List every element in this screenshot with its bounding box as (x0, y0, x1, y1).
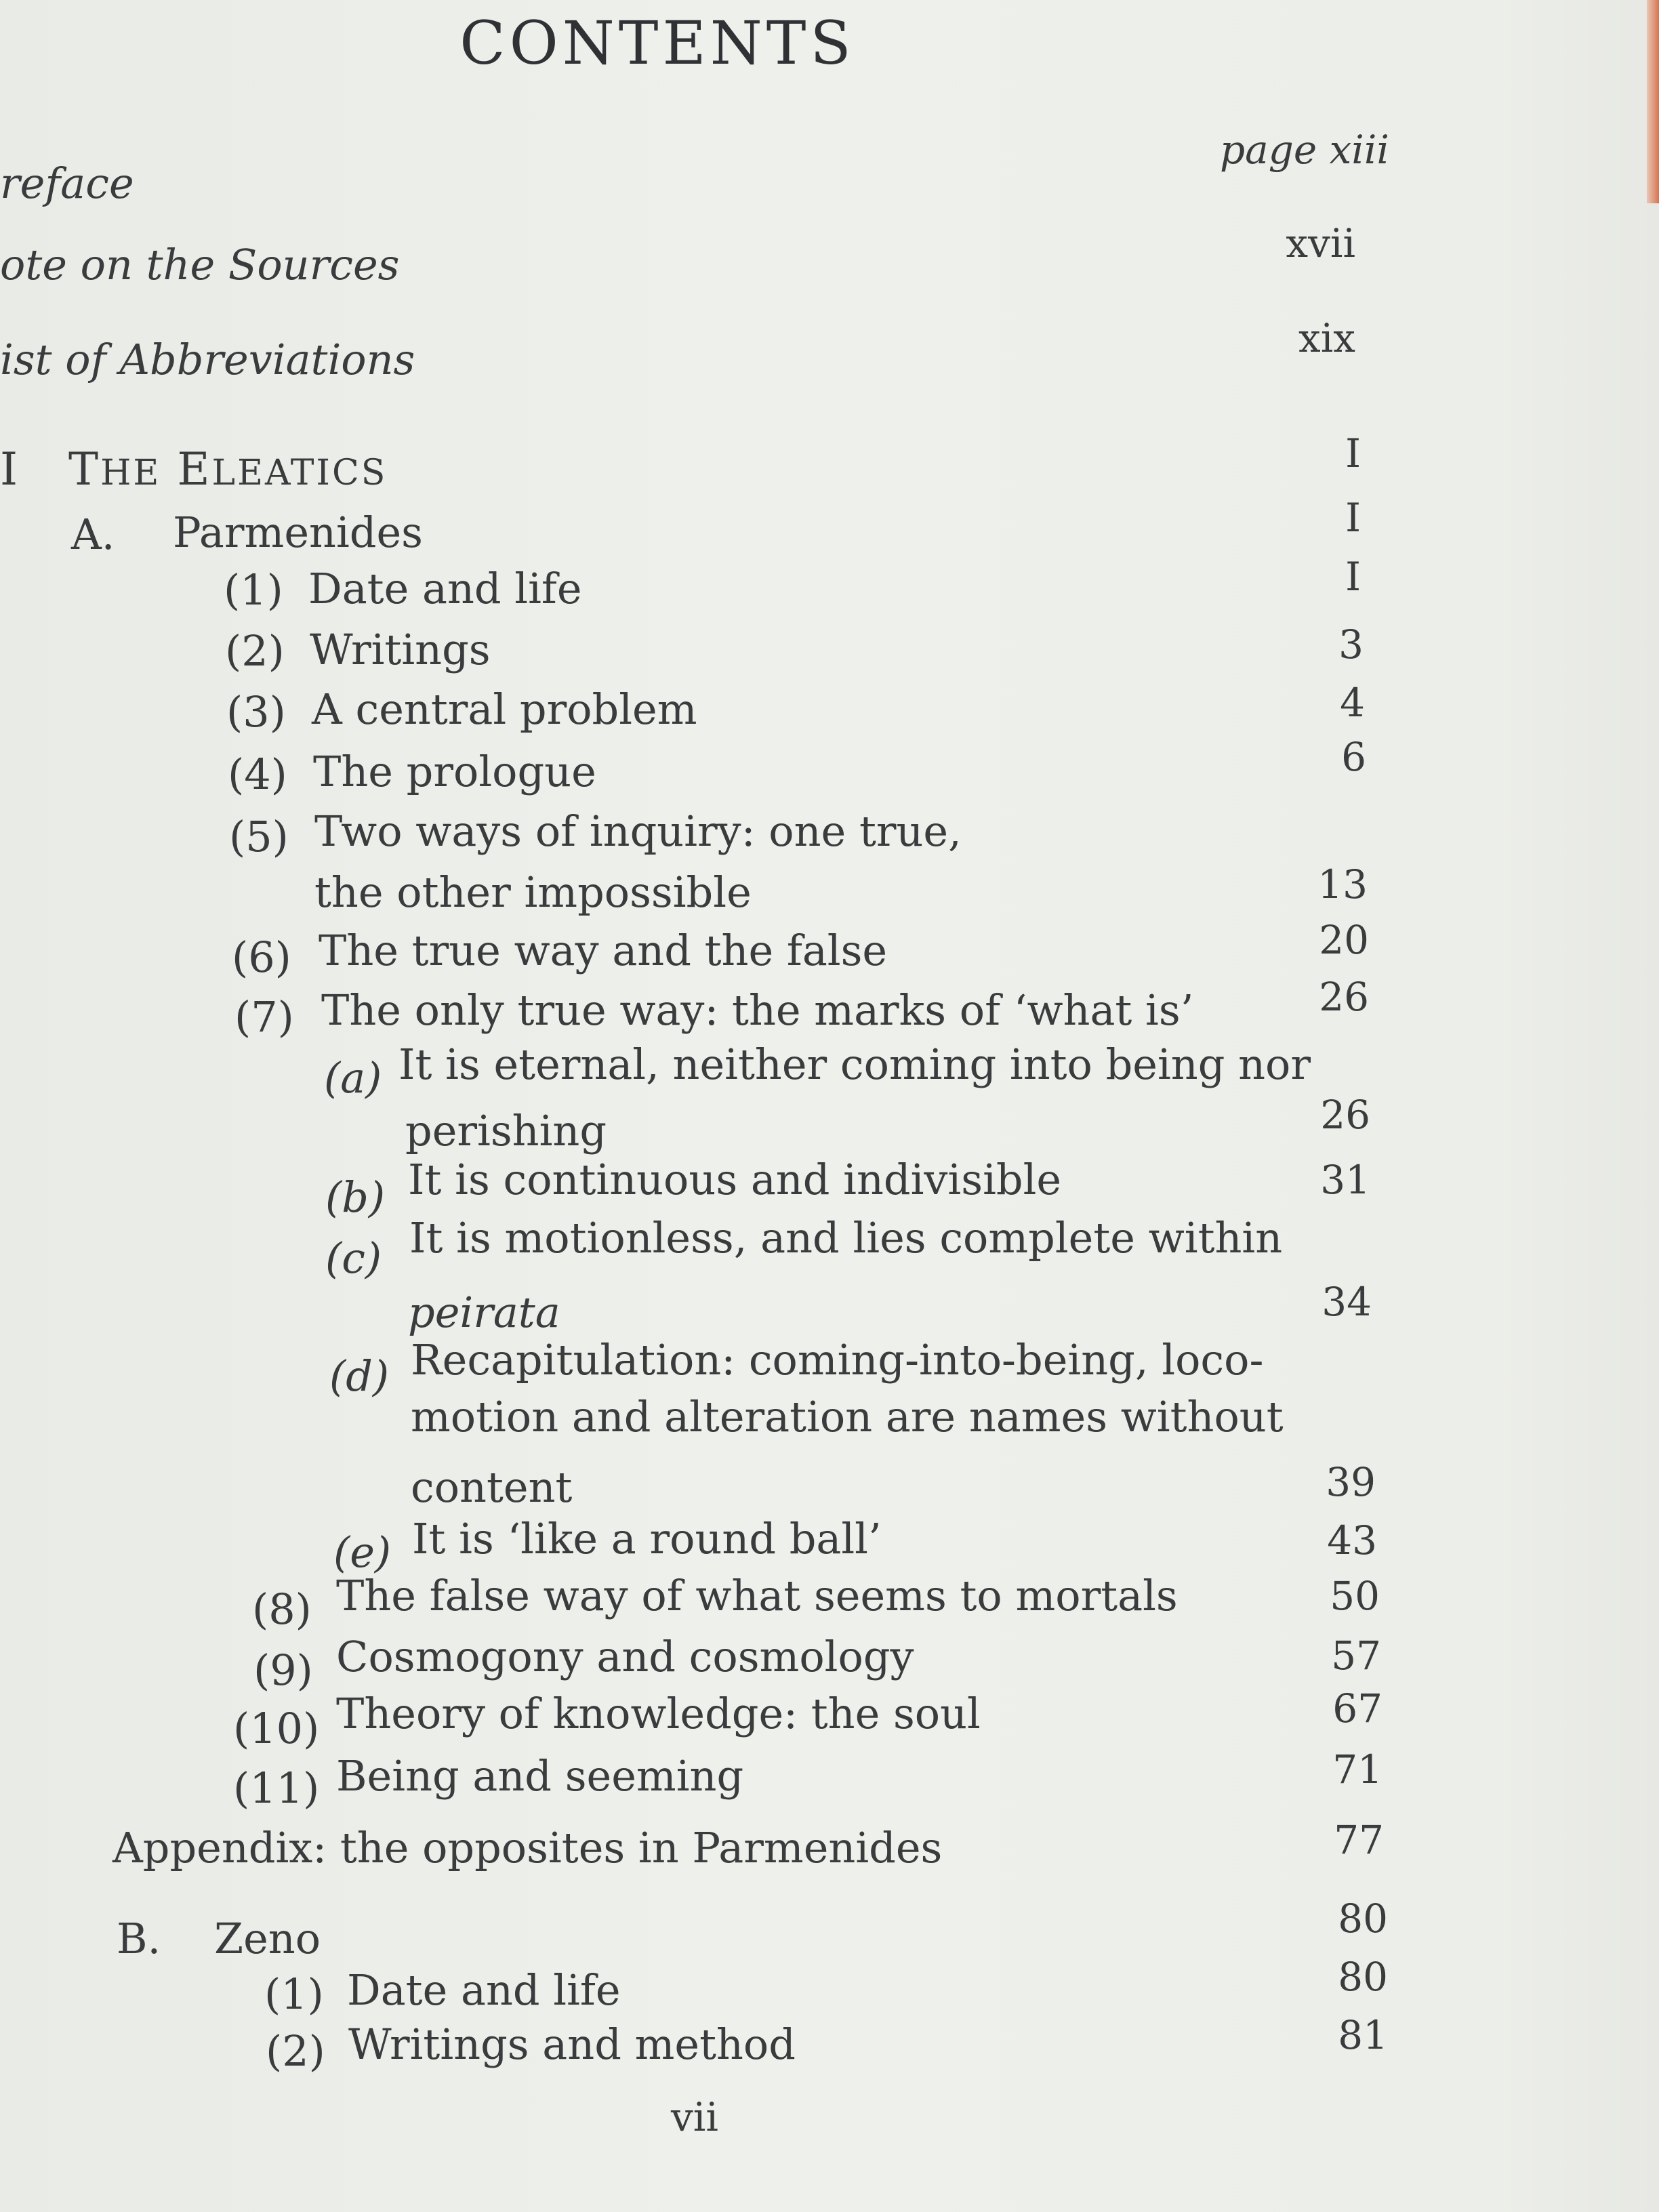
toc-page: 67 (1332, 1685, 1382, 1732)
item-number: (8) (252, 1584, 312, 1634)
page-number: vii (671, 2094, 718, 2140)
item-number: (6) (232, 933, 291, 982)
section-a-page: I (1345, 495, 1361, 541)
toc-entry-two-ways[interactable]: Two ways of inquiry: one true, (314, 806, 962, 856)
toc-page: 6 (1341, 734, 1366, 780)
toc-entry-eternal-cont[interactable]: perishing (405, 1106, 607, 1155)
item-number: (7) (234, 992, 294, 1042)
toc-entry-recapitulation-cont2[interactable]: content (411, 1462, 573, 1512)
toc-entry-abbreviations[interactable]: ist of Abbreviations (0, 335, 415, 384)
toc-page: 34 (1322, 1279, 1372, 1325)
toc-entry-motionless-cont[interactable]: peirata (408, 1288, 560, 1337)
toc-entry-false-way[interactable]: The false way of what seems to mortals (336, 1571, 1178, 1620)
item-number: (5) (229, 812, 289, 861)
item-number: (11) (233, 1763, 320, 1813)
chapter-initial-2: E (177, 443, 212, 495)
chapter-initial-1: T (68, 443, 101, 495)
toc-page: 81 (1338, 2012, 1388, 2058)
section-a-title[interactable]: Parmenides (173, 508, 423, 557)
section-b-title[interactable]: Zeno (214, 1914, 321, 1963)
mark-letter: (a) (324, 1053, 382, 1103)
toc-entry-two-ways-cont[interactable]: the other impossible (314, 867, 752, 917)
toc-entry-date-and-life[interactable]: Date and life (308, 564, 582, 613)
toc-page-abbreviations: xix (1298, 315, 1355, 361)
item-number: (10) (233, 1704, 320, 1753)
item-number: (1) (224, 565, 283, 615)
adjacent-page-edge (1647, 0, 1659, 203)
toc-entry-writings-method[interactable]: Writings and method (348, 2020, 796, 2069)
chapter-page: I (1345, 430, 1361, 476)
toc-entry-writings[interactable]: Writings (310, 625, 491, 674)
page-title: CONTENTS (459, 8, 855, 78)
item-number: (4) (228, 750, 287, 799)
toc-page-sources: xvii (1286, 220, 1355, 266)
toc-entry-round-ball[interactable]: It is ‘like a round ball’ (412, 1514, 882, 1563)
chapter-number: I (0, 443, 20, 495)
mark-letter: (e) (333, 1528, 392, 1577)
toc-entry-recapitulation-cont[interactable]: motion and alteration are names without (411, 1392, 1284, 1441)
toc-page: 13 (1317, 861, 1368, 907)
toc-entry-motionless[interactable]: It is motionless, and lies complete within (409, 1213, 1283, 1263)
section-b-page: 80 (1338, 1896, 1388, 1942)
toc-page: 57 (1331, 1633, 1381, 1679)
toc-entry-true-way-false[interactable]: The true way and the false (319, 926, 888, 975)
toc-page: 3 (1338, 621, 1364, 668)
toc-page: 77 (1334, 1817, 1384, 1863)
toc-entry-being-seeming[interactable]: Being and seeming (336, 1751, 744, 1801)
toc-entry-preface[interactable]: reface (0, 159, 134, 208)
section-a-letter: A. (71, 510, 115, 559)
item-number: (2) (266, 2026, 325, 2076)
toc-entry-only-true-way[interactable]: The only true way: the marks of ‘what is’ (321, 985, 1194, 1035)
toc-entry-central-problem[interactable]: A central problem (312, 684, 697, 734)
toc-entry-cosmogony[interactable]: Cosmogony and cosmology (336, 1632, 914, 1681)
toc-page: 26 (1320, 1092, 1370, 1138)
toc-entry-continuous[interactable]: It is continuous and indivisible (408, 1155, 1062, 1204)
toc-entry-eternal[interactable]: It is eternal, neither coming into being nor (398, 1040, 1311, 1089)
mark-letter: (d) (329, 1351, 390, 1401)
toc-page: 26 (1319, 974, 1369, 1020)
toc-page: I (1345, 554, 1361, 600)
item-number: (3) (226, 687, 286, 737)
item-number: (1) (264, 1969, 324, 2019)
toc-page: 43 (1327, 1517, 1377, 1563)
toc-page-preface: page xiii (1220, 127, 1389, 173)
toc-page: 80 (1338, 1954, 1388, 2000)
toc-page: 4 (1340, 680, 1365, 726)
toc-page: 39 (1326, 1459, 1376, 1505)
section-b-letter: B. (117, 1914, 161, 1963)
chapter-rest-2: LEATICS (211, 453, 388, 493)
toc-entry-appendix[interactable]: Appendix: the opposites in Parmenides (112, 1823, 943, 1872)
toc-entry-zeno-date-and-life[interactable]: Date and life (347, 1965, 621, 2015)
item-number: (2) (225, 626, 285, 676)
toc-entry-sources[interactable]: ote on the Sources (0, 240, 400, 289)
mark-letter: (b) (325, 1172, 386, 1222)
item-number: (9) (253, 1645, 313, 1695)
toc-entry-recapitulation[interactable]: Recapitulation: coming-into-being, loco- (411, 1335, 1264, 1385)
chapter-rest-1: HE (100, 453, 161, 493)
mark-letter: (c) (325, 1233, 382, 1283)
toc-entry-prologue[interactable]: The prologue (313, 747, 596, 796)
toc-page: 31 (1320, 1157, 1370, 1203)
toc-page: 20 (1319, 917, 1369, 963)
toc-entry-theory-of-knowledge[interactable]: Theory of knowledge: the soul (336, 1689, 981, 1738)
toc-page: 50 (1330, 1573, 1380, 1619)
toc-page: 71 (1332, 1746, 1382, 1793)
chapter-heading[interactable] (0, 443, 388, 495)
